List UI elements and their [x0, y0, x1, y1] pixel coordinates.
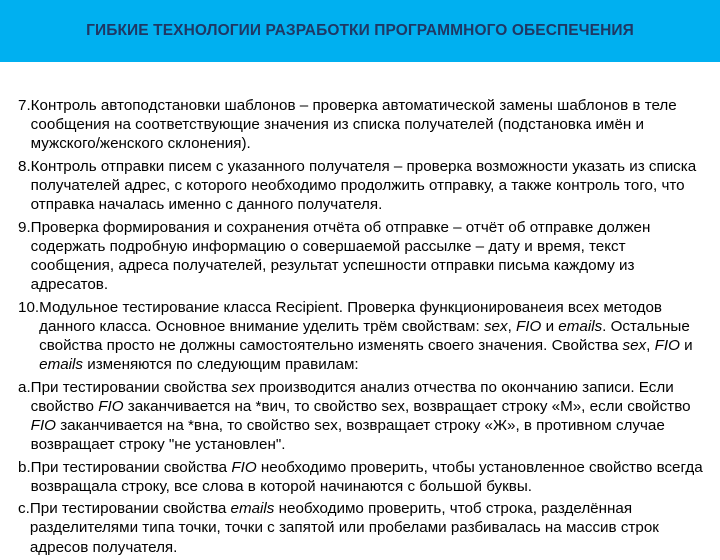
item-text: [31, 218, 708, 295]
text-run: производится анализ отчества по окончанию записи. Если свойство: [30, 378, 674, 415]
item-number: 8.: [18, 157, 31, 175]
text-run: необходимо проверить, чтобы установленное свойство всегда возвращала строку, все слова в которой начинаются с большой буквы.: [30, 458, 703, 495]
text-run: Модульное тестирование класса Recipient. Проверка функционированеия всех методов данного класса. Основное внимание уделить трём свойствам:: [39, 298, 662, 335]
text-run: ,: [507, 317, 517, 335]
text-run: необходимо проверить, чтоб строка, разделённая разделителями типа точки, точки с запятой или пробелами разбивалась на массив строк адресов получателя.: [29, 500, 659, 556]
item-number: 7.: [18, 97, 31, 114]
property-name: sex: [622, 337, 647, 354]
property-name: FIO: [30, 417, 56, 434]
text-run: При тестировании свойства: [30, 458, 232, 476]
text-run: и: [679, 337, 693, 354]
property-name: sex: [231, 378, 255, 396]
slide-title: ГИБКИЕ ТЕХНОЛОГИИ РАЗРАБОТКИ ПРОГРАММНОГО ОБЕСПЕЧЕНИЯ: [86, 22, 634, 39]
text-run: . Остальные свойства просто не должны самостоятельно изменять своего значения. Свойства: [39, 317, 690, 354]
text-run: Проверка формирования и сохранения отчёта об отправке – отчёт об отправке должен содержать подробную информацию о совершаемой рассылке – дату и время, текст сообщения, адреса получателей, результат успешности отправки письма каждому из адресатов.: [30, 218, 651, 294]
text-run: Контроль автоподстановки шаблонов – проверка автоматической замены шаблонов в теле сообщения на соответствующие значения из списка получателей (подстановка имён и мужского/женского склонения).: [30, 97, 677, 153]
text-run: заканчивается на *вна, то свойство sex, возвращает строку «Ж», в противном случае возвращает строку "не установлен".: [30, 417, 665, 454]
text-run: Контроль отправки писем с указанного получателя – проверка возможности указать из списка получателей адрес, с которого необходимо продолжить отправку, а также контроль того, что отправка началась именно с данного получателя.: [30, 157, 697, 214]
text-run: и: [541, 317, 559, 335]
item-number: b.: [18, 458, 31, 476]
list-item-8: [18, 157, 708, 215]
text-run: ,: [646, 337, 655, 354]
list-item-10: [18, 298, 708, 375]
property-name: FIO: [516, 317, 542, 335]
item-number: 10.: [18, 298, 40, 316]
property-name: FIO: [231, 458, 257, 476]
item-text: [31, 96, 708, 154]
property-name: sex: [483, 317, 508, 335]
list-item-b: [18, 458, 708, 496]
list-item-a: [18, 378, 708, 455]
list-item-9: [18, 218, 708, 295]
property-name: emails: [558, 317, 603, 335]
item-number: a.: [18, 378, 31, 396]
slide-header: [0, 0, 720, 62]
item-text: [31, 378, 708, 455]
item-text: [39, 298, 708, 375]
list-item-c: [18, 499, 708, 557]
property-name: emails: [39, 356, 84, 374]
slide-body: [18, 96, 708, 560]
list-item-7: [18, 96, 708, 154]
text-run: При тестировании свойства: [29, 500, 231, 518]
property-name: FIO: [98, 397, 124, 415]
item-text: [31, 157, 708, 215]
property-name: FIO: [654, 337, 680, 354]
item-text: [31, 458, 708, 496]
item-number: c.: [18, 500, 30, 518]
property-name: emails: [230, 500, 275, 518]
item-number: 9.: [18, 218, 31, 236]
text-run: изменяются по следующим правилам:: [83, 356, 359, 374]
text-run: При тестировании свойства: [30, 378, 232, 396]
text-run: заканчивается на *вич, то свойство sex, возвращает строку «М», если свойство: [123, 397, 691, 415]
item-text: [30, 499, 708, 557]
